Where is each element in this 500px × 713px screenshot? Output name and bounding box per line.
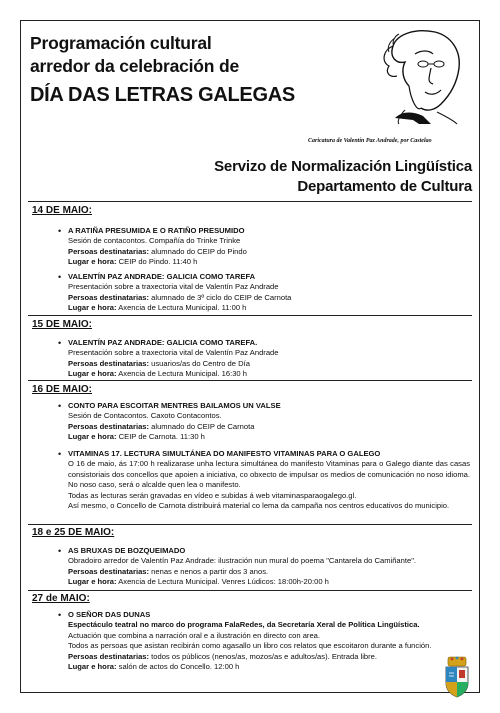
event-subtitle: Espectáculo teatral no marco do programa FalaRedes, da Secretaría Xeral de Política Lingüística. [68,620,420,630]
event-audience [68,567,470,577]
place-label: Lugar e hora: [68,577,117,587]
section-divider [28,524,472,525]
place-label: Lugar e hora: [68,662,117,672]
bullet-icon: • [58,610,62,620]
section-date: 27 de MAIO: [32,593,90,604]
event-place [68,369,470,379]
portrait-caption: Caricatura de Valentín Paz Andrade, por Castelao [308,138,432,144]
event-place [68,257,470,267]
event-item [68,338,470,380]
event-description: Sesión de contacontos. Compañía do Trinke Trinke [68,236,241,246]
section-divider [28,315,472,316]
bullet-icon: • [58,401,62,411]
title-line-2: arredor da celebración de [30,56,239,76]
event-description: Presentación sobre a traxectoria vital de Valentín Paz Andrade [68,348,279,358]
place-value: Axencia de Lectura Municipal. 16:30 h [116,369,247,379]
event-paragraph: O 16 de maio, ás 17:00 h realizarase unha lectura simultánea do manifesto Vitaminas para o Galego diante das casas consistoriais dos concellos que apoien a iniciativa, co obxecto de impulsar os medios de comunicación no noso idioma. No noso caso, será o alcalde quen lea o manifesto. [68,459,470,490]
audience-value: todos os públicos (nenos/as, mozos/as e adultos/as). Entrada libre. [149,651,377,661]
event-place [68,577,470,587]
audience-label: Persoas destinatarias: [68,246,150,256]
title-line-3: DÍA DAS LETRAS GALEGAS [30,84,295,106]
place-value: CEIP do Pindo. 11:40 h [116,257,198,267]
department-name: Departamento de Cultura [297,178,472,195]
place-label: Lugar e hora: [68,369,117,379]
event-description: Actuación que combina a narración oral e a ilustración en directo con area. [68,630,321,640]
coat-of-arms-icon [442,655,472,699]
event-item [68,546,470,588]
audience-value: alumnado do CEIP do Pindo [149,246,247,256]
event-item [68,272,470,314]
audience-label: Persoas destinatarias: [68,292,150,302]
event-audience [68,293,470,303]
place-value: salón de actos do Concello. 12:00 h [116,662,240,672]
caricature-portrait [375,24,475,126]
audience-label: Persoas destinatarias: [68,566,150,576]
event-item [68,449,470,511]
bullet-icon: • [58,272,62,282]
event-audience [68,652,470,662]
event-title: VALENTÍN PAZ ANDRADE: GALICIA COMO TAREFA. [68,338,258,347]
audience-label: Persoas destinatarias: [68,651,150,661]
event-title: CONTO PARA ESCOITAR MENTRES BAILAMOS UN VALSE [68,401,281,410]
audience-value: alumnado do CEIP de Carnota [149,421,255,431]
place-value: CEIP de Carnota. 11:30 h [116,432,205,442]
event-title: AS BRUXAS DE BOZQUEIMADO [68,546,186,555]
bullet-icon: • [58,546,62,556]
bullet-icon: • [58,338,62,348]
event-item [68,610,470,672]
event-paragraph: Todas as lecturas serán gravadas en vídeo e subidas á web vitaminasparaogalego.gl. [68,490,357,500]
audience-value: nenas e nenos a partir dos 3 anos. [149,566,269,576]
event-item [68,226,470,268]
bullet-icon: • [58,226,62,236]
audience-value: alumnado de 3º ciclo do CEIP de Carnota [149,292,292,302]
event-paragraph: Así mesmo, o Concello de Carnota distribuirá material co lema da campaña nos centros educativos do municipio. [68,501,450,511]
section-date: 14 DE MAIO: [32,205,93,216]
event-place [68,662,470,672]
audience-value: usuarios/as do Centro de Día [149,358,250,368]
event-audience [68,247,470,257]
event-title: VALENTÍN PAZ ANDRADE: GALICIA COMO TAREFA [68,272,256,281]
title-line-1: Programación cultural [30,33,212,53]
place-label: Lugar e hora: [68,303,117,313]
service-name: Servizo de Normalización Lingüística [214,158,472,175]
section-date: 16 DE MAIO: [32,384,93,395]
event-description: Todos as persoas que asistan recibirán como agasallo un libro cos relatos que escoitaron durante a función. [68,641,432,651]
event-audience [68,422,470,432]
section-date: 18 e 25 DE MAIO: [32,527,115,538]
place-value: Axencia de Lectura Municipal. 11:00 h [116,303,247,313]
audience-label: Persoas destinatarias: [68,358,150,368]
section-divider [28,380,472,381]
event-title: A RATIÑA PRESUMIDA E O RATIÑO PRESUMIDO [68,226,245,235]
audience-label: Persoas destinatarias: [68,421,150,431]
event-description: Sesión de Contacontos. Caxoto Contacontos. [68,411,222,421]
place-value: Axencia de Lectura Municipal. Venres Lúdicos: 18:00h-20:00 h [116,577,329,587]
event-place [68,432,470,442]
event-title: VITAMINAS 17. LECTURA SIMULTÁNEA DO MANIFESTO VITAMINAS PARA O GALEGO [68,449,381,458]
event-description: Presentación sobre a traxectoria vital de Valentín Paz Andrade [68,282,279,292]
poster-title [30,32,239,78]
place-label: Lugar e hora: [68,432,117,442]
section-divider [28,201,472,202]
event-audience [68,359,470,369]
bullet-icon: • [58,449,62,459]
section-date: 15 DE MAIO: [32,319,93,330]
section-divider [28,590,472,591]
event-place [68,303,470,313]
event-title: O SEÑOR DAS DUNAS [68,610,151,619]
place-label: Lugar e hora: [68,257,117,267]
event-description: Obradoiro arredor de Valentín Paz Andrade: ilustración nun mural do poema "Cantarela do Camiñante". [68,556,417,566]
event-item [68,401,470,443]
